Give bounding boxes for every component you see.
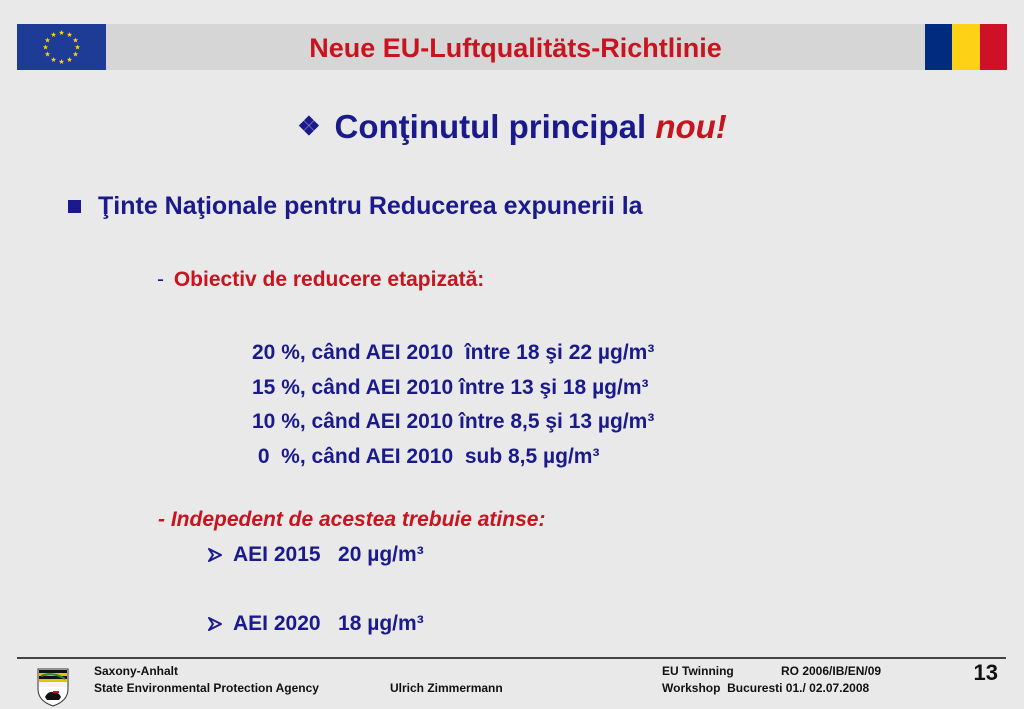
target-line: 20 %, când AEI 2010 între 18 şi 22 µg/m³	[252, 341, 655, 364]
limit-item	[207, 543, 424, 567]
eu-flag-icon	[17, 24, 106, 70]
square-bullet-icon	[68, 200, 81, 213]
diamond-bullet-icon: ❖	[297, 111, 321, 141]
page-number: 13	[973, 660, 998, 685]
objective-heading	[157, 268, 484, 292]
target-line: 0 %, când AEI 2010 sub 8,5 µg/m³	[252, 444, 600, 468]
reduction-targets	[252, 336, 654, 474]
footer-workshop: Workshop Bucuresti 01./ 02.07.2008	[662, 681, 870, 695]
target-line: 10 %, când AEI 2010 între 8,5 şi 13 µg/m³	[252, 410, 655, 433]
objective-label: Obiectiv de reducere etapizată:	[173, 268, 485, 291]
svg-text:★: ★	[58, 29, 65, 37]
svg-text:★: ★	[66, 56, 73, 64]
limit-text: AEI 2015 20 µg/m³	[233, 543, 424, 566]
svg-text:★: ★	[50, 31, 57, 39]
header-title: Neue EU-Luftqualitäts-Richtlinie	[309, 33, 722, 63]
subtitle-accent: nou!	[655, 108, 727, 145]
target-line: 15 %, când AEI 2010 între 13 şi 18 µg/m³	[252, 375, 649, 399]
svg-text:★: ★	[44, 50, 51, 59]
svg-text:★: ★	[44, 36, 51, 45]
svg-text:★: ★	[42, 43, 49, 52]
footer-divider	[17, 657, 1006, 659]
arrow-bullet-icon	[207, 547, 223, 563]
limit-text: AEI 2020 18 µg/m³	[233, 612, 424, 635]
svg-text:★: ★	[50, 56, 57, 64]
footer-author: Ulrich Zimmermann	[390, 681, 503, 695]
subtitle-main: Conţinutul principal	[334, 108, 647, 145]
footer-program: EU Twinning	[662, 664, 734, 678]
footer-project-code: RO 2006/IB/EN/09	[781, 664, 882, 678]
main-bullet-text: Ţinte Naţionale pentru Reducerea expunerii la	[98, 192, 643, 220]
objective-dash: -	[157, 268, 164, 291]
footer-org-name: Saxony-Anhalt	[94, 664, 179, 678]
saxony-anhalt-coat-of-arms-icon	[36, 667, 70, 707]
slide-subtitle	[0, 108, 1024, 146]
svg-text:★: ★	[72, 36, 79, 45]
independent-heading: - Indepedent de acestea trebuie atinse:	[158, 508, 546, 531]
svg-text:★: ★	[58, 58, 65, 66]
arrow-bullet-icon	[207, 616, 223, 632]
footer-agency: State Environmental Protection Agency	[94, 681, 319, 695]
main-bullet	[68, 192, 643, 221]
limit-item	[207, 612, 424, 636]
svg-text:★: ★	[72, 50, 79, 59]
svg-text:★: ★	[66, 31, 73, 39]
romania-flag-icon	[925, 24, 1007, 70]
svg-text:★: ★	[74, 43, 81, 52]
